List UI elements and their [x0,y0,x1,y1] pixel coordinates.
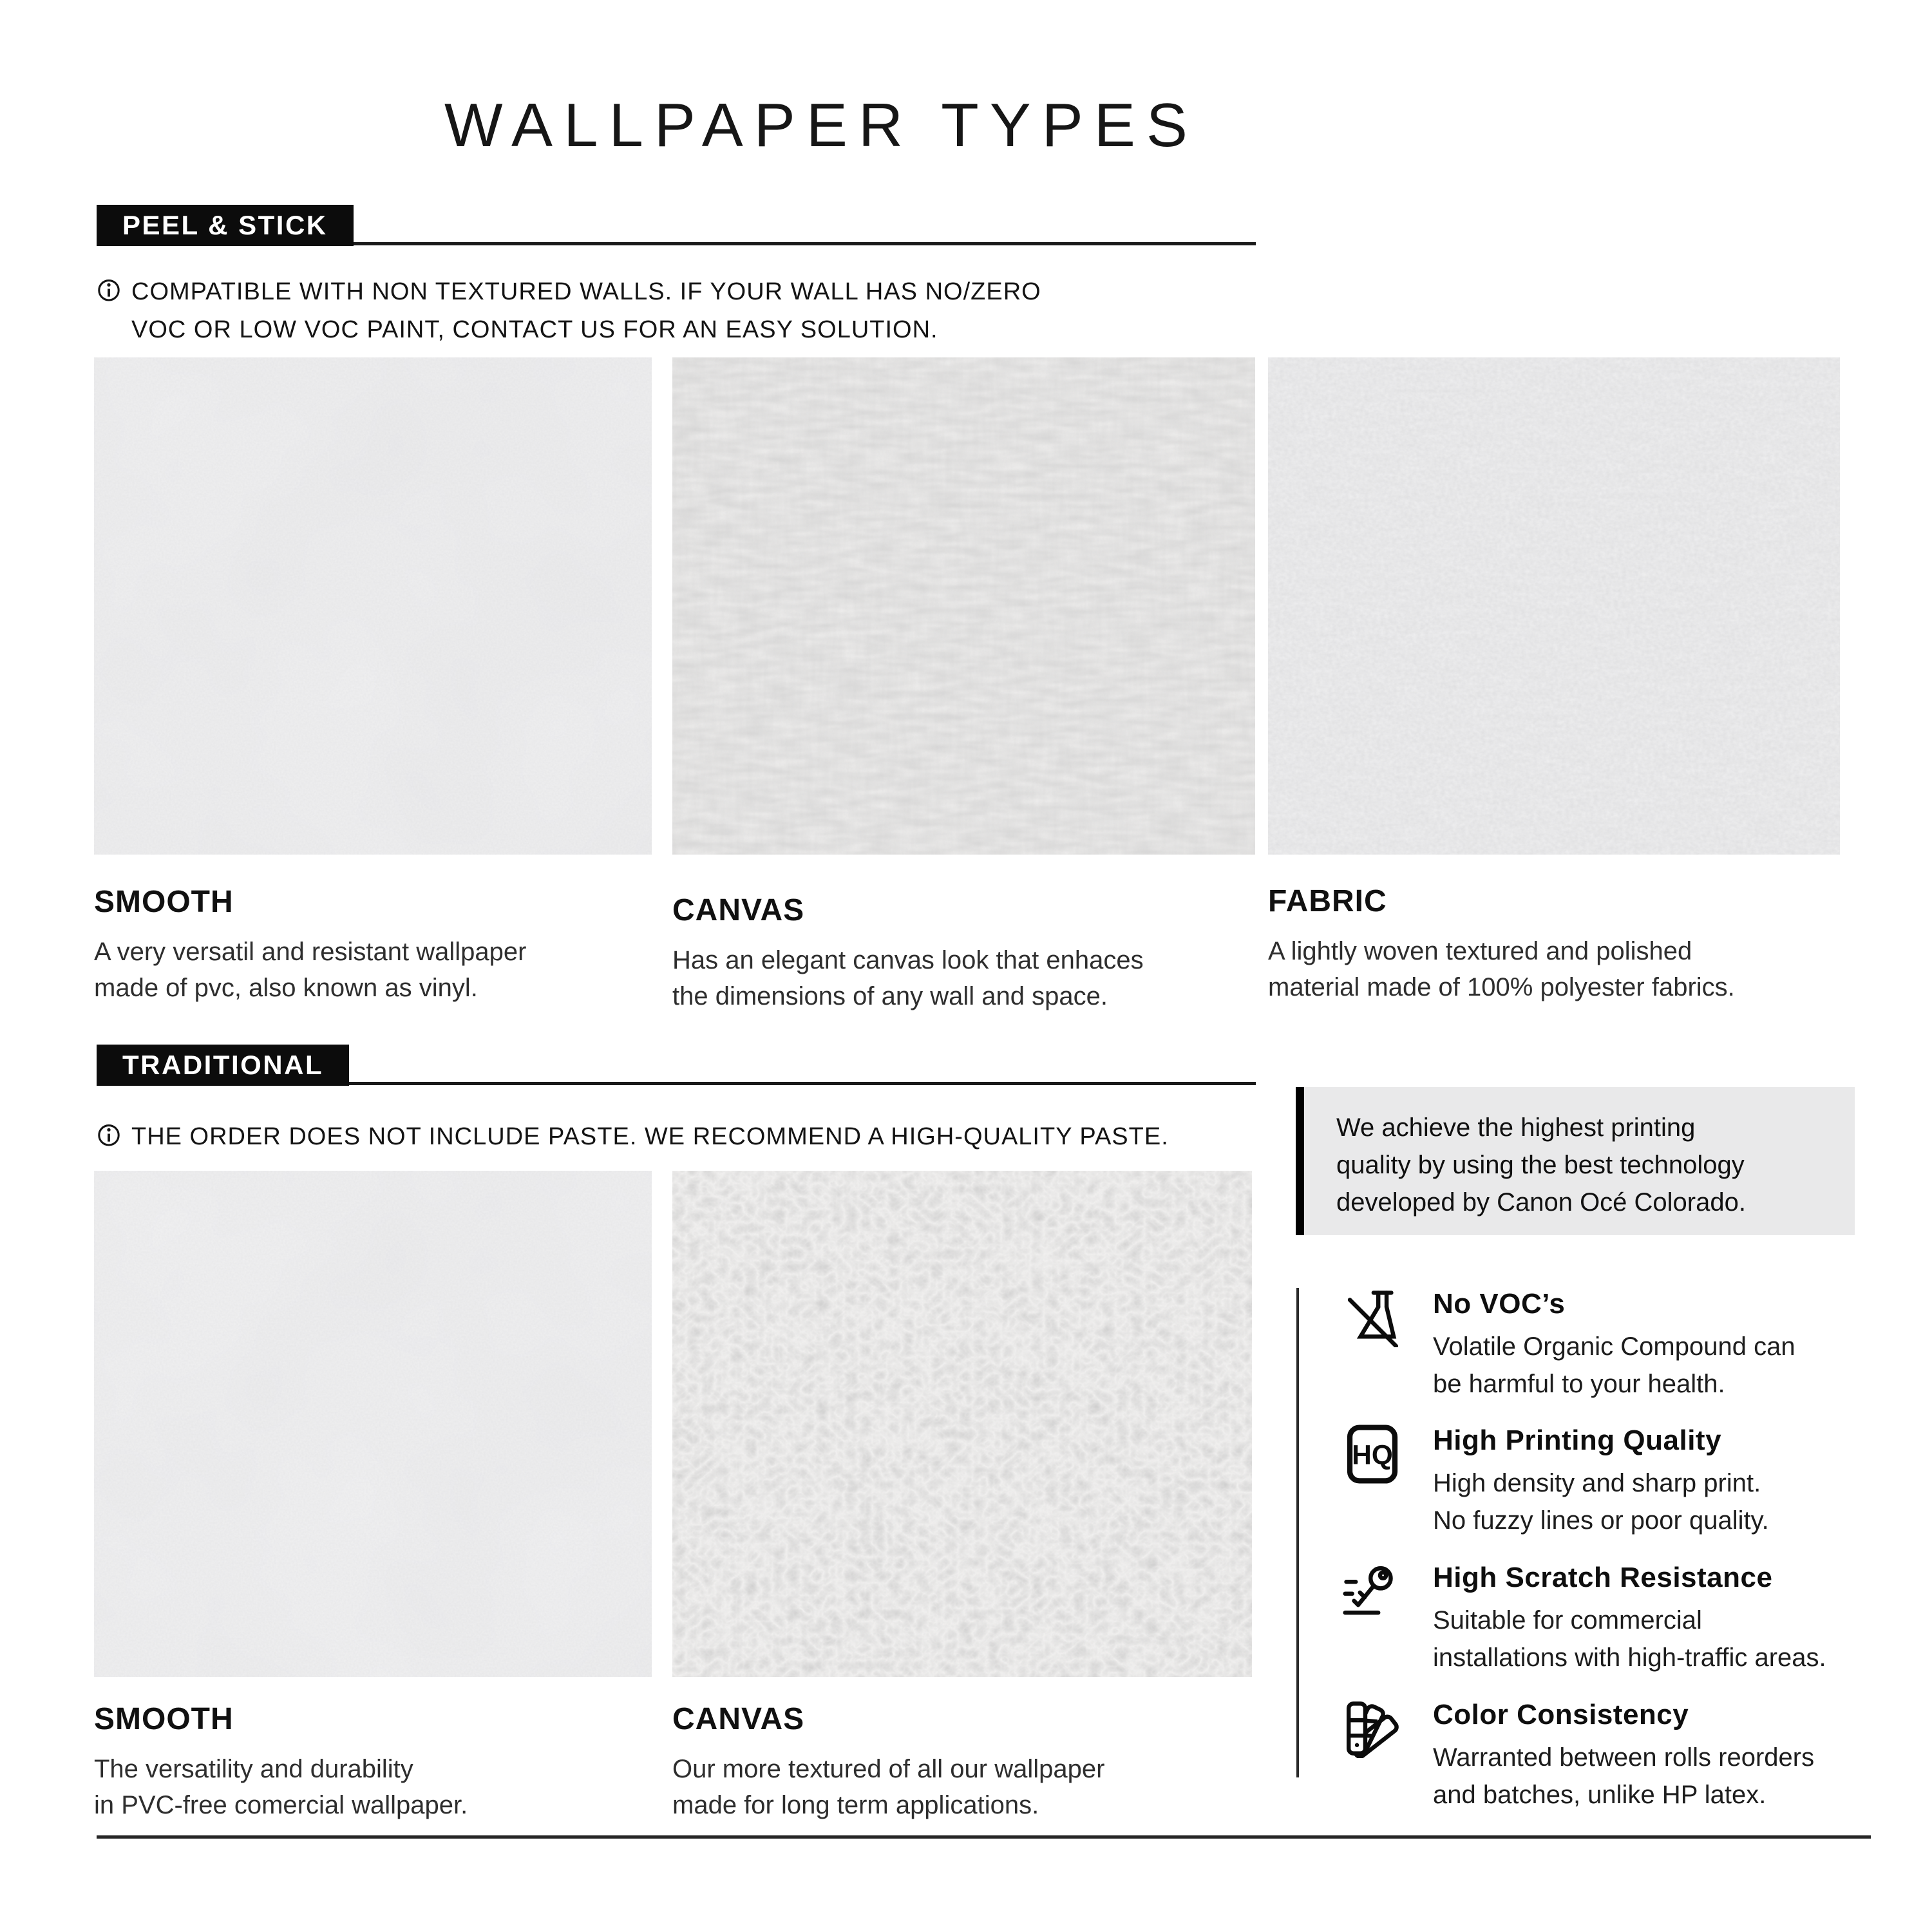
swatch-title: FABRIC [1268,884,1387,918]
swatch-title: CANVAS [672,1702,805,1736]
texture-swatch-peel-fabric [1268,357,1840,855]
note-line: VOC OR LOW VOC PAINT, CONTACT US FOR AN EASY SOLUTION. [131,316,938,343]
features-divider-line [1296,1288,1299,1777]
feature-title: No VOC’s [1433,1288,1566,1320]
desc-line: in PVC-free comercial wallpaper. [94,1791,468,1819]
desc-line: made for long term applications. [672,1791,1039,1819]
quality-note-line: quality by using the best technology [1336,1151,1745,1179]
info-icon [97,1121,121,1145]
desc-line: material made of 100% polyester fabrics. [1268,973,1735,1001]
desc-line: A lightly woven textured and polished [1268,937,1692,965]
feature-title: High Printing Quality [1433,1425,1722,1456]
swatch-caption-peel-fabric [1268,884,1735,1005]
page-title: WALLPAPER TYPES [444,91,1198,160]
note-line: COMPATIBLE WITH NON TEXTURED WALLS. IF YOUR WALL HAS NO/ZERO [131,278,1041,305]
swatch-description [94,934,526,1006]
desc-line: Our more textured of all our wallpaper [672,1755,1105,1783]
svg-text:HQ: HQ [1352,1439,1393,1470]
swatch-description [672,942,1144,1014]
texture-swatch-traditional-canvas [672,1171,1252,1677]
feature-line: installations with high-traffic areas. [1433,1643,1826,1672]
texture-swatch-traditional-smooth [94,1171,652,1677]
quality-note-accent-bar [1296,1087,1304,1235]
section-note-traditional [97,1118,1169,1156]
desc-line: Has an elegant canvas look that enhaces [672,946,1144,974]
feature-line: No fuzzy lines or poor quality. [1433,1506,1769,1535]
swatch-caption-traditional-canvas [672,1701,1104,1823]
section-label-peel-stick: PEEL & STICK [97,205,354,246]
feature-color-consistency [1343,1699,1877,1814]
swatch-caption-peel-canvas [672,893,1144,1014]
feature-line: Warranted between rolls reorders [1433,1743,1815,1772]
desc-line: the dimensions of any wall and space. [672,982,1108,1010]
bottom-rule [97,1835,1871,1839]
note-line: THE ORDER DOES NOT INCLUDE PASTE. WE RECOMMEND A HIGH-QUALITY PASTE. [131,1123,1169,1150]
swatch-caption-peel-smooth [94,884,526,1006]
swatch-description [1268,933,1735,1005]
swatch-caption-traditional-smooth [94,1701,468,1823]
swatch-description [672,1751,1104,1823]
texture-swatch-peel-smooth [94,357,652,855]
feature-line: High density and sharp print. [1433,1469,1761,1497]
section-label-traditional: TRADITIONAL [97,1045,349,1086]
no-voc-flask-icon [1343,1288,1402,1347]
color-fan-icon [1343,1699,1402,1758]
feature-title: Color Consistency [1433,1699,1689,1730]
feature-line: Volatile Organic Compound can [1433,1332,1795,1361]
desc-line: The versatility and durability [94,1755,413,1783]
feature-line: Suitable for commercial [1433,1606,1702,1634]
desc-line: A very versatil and resistant wallpaper [94,938,527,966]
feature-high-scratch-resistance [1343,1562,1877,1676]
quality-note-line: developed by Canon Océ Colorado. [1336,1188,1746,1217]
swatch-title: SMOOTH [94,1702,234,1736]
info-icon [97,276,121,300]
desc-line: made of pvc, also known as vinyl. [94,974,478,1002]
hq-badge-icon [1343,1425,1402,1484]
section-note-peel-stick [97,273,1041,349]
texture-swatch-peel-canvas [672,357,1255,855]
swatch-description [94,1751,468,1823]
feature-line: and batches, unlike HP latex. [1433,1781,1766,1809]
swatch-title: CANVAS [672,893,805,927]
quality-note-line: We achieve the highest printing [1336,1113,1696,1142]
scratch-key-icon [1343,1562,1402,1621]
feature-high-printing-quality [1343,1425,1877,1539]
feature-title: High Scratch Resistance [1433,1562,1773,1593]
feature-no-vocs [1343,1288,1877,1403]
quality-note-box [1304,1087,1855,1235]
feature-line: be harmful to your health. [1433,1370,1725,1398]
swatch-title: SMOOTH [94,885,234,919]
